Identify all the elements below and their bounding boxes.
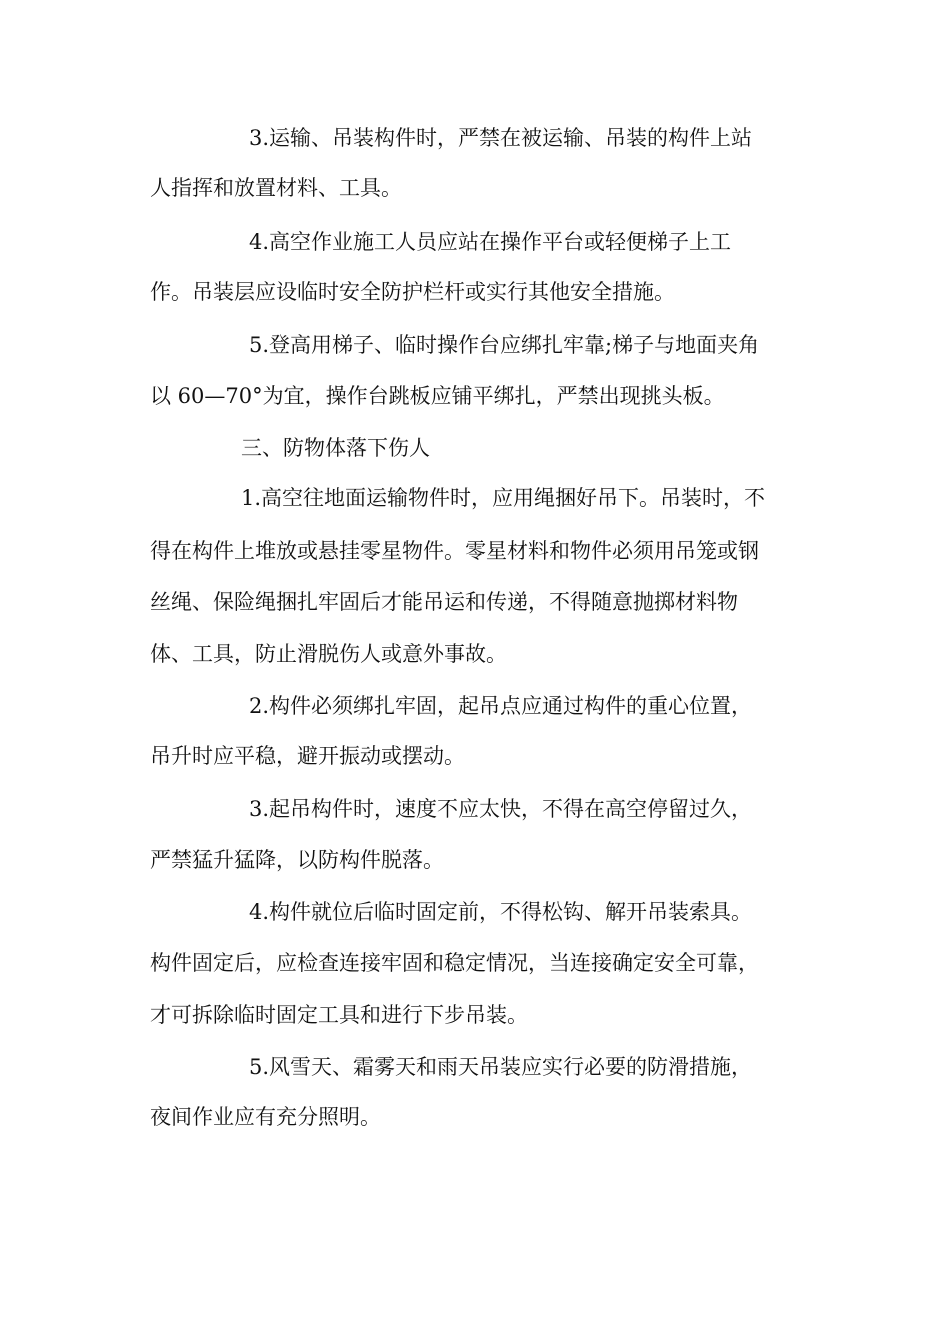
text-line: 构件固定后，应检查连接牢固和稳定情况，当连接确定安全可靠， [150, 951, 759, 975]
section-heading: 三、防物体落下伤人 [241, 436, 430, 460]
text-line: 4.构件就位后临时固定前，不得松钩、解开吊装索具。 [249, 900, 753, 924]
text-line: 才可拆除临时固定工具和进行下步吊装。 [150, 1003, 528, 1027]
text-line: 4.高空作业施工人员应站在操作平台或轻便梯子上工 [249, 230, 732, 254]
text-line: 3.运输、吊装构件时，严禁在被运输、吊装的构件上站 [249, 126, 753, 150]
text-line: 体、工具，防止滑脱伤人或意外事故。 [150, 642, 507, 666]
text-line: 3.起吊构件时，速度不应太快，不得在高空停留过久， [249, 797, 753, 821]
text-line: 严禁猛升猛降，以防构件脱落。 [150, 848, 444, 872]
text-line: 夜间作业应有充分照明。 [150, 1105, 381, 1129]
text-line: 1.高空往地面运输物件时，应用绳捆好吊下。吊装时，不 [241, 486, 766, 510]
text-line: 丝绳、保险绳捆扎牢固后才能吊运和传递，不得随意抛掷材料物 [150, 590, 738, 614]
text-line: 得在构件上堆放或悬挂零星物件。零星材料和物件必须用吊笼或钢 [150, 539, 759, 563]
text-line: 以 60—70°为宜，操作台跳板应铺平绑扎，严禁出现挑头板。 [150, 384, 725, 408]
text-line: 5.风雪天、霜雾天和雨天吊装应实行必要的防滑措施， [249, 1055, 753, 1079]
text-line: 2.构件必须绑扎牢固，起吊点应通过构件的重心位置， [249, 694, 753, 718]
text-line: 5.登高用梯子、临时操作台应绑扎牢靠;梯子与地面夹角 [249, 333, 760, 357]
text-line: 人指挥和放置材料、工具。 [150, 176, 402, 200]
text-line: 吊升时应平稳，避开振动或摆动。 [150, 744, 465, 768]
text-line: 作。吊装层应设临时安全防护栏杆或实行其他安全措施。 [150, 280, 675, 304]
